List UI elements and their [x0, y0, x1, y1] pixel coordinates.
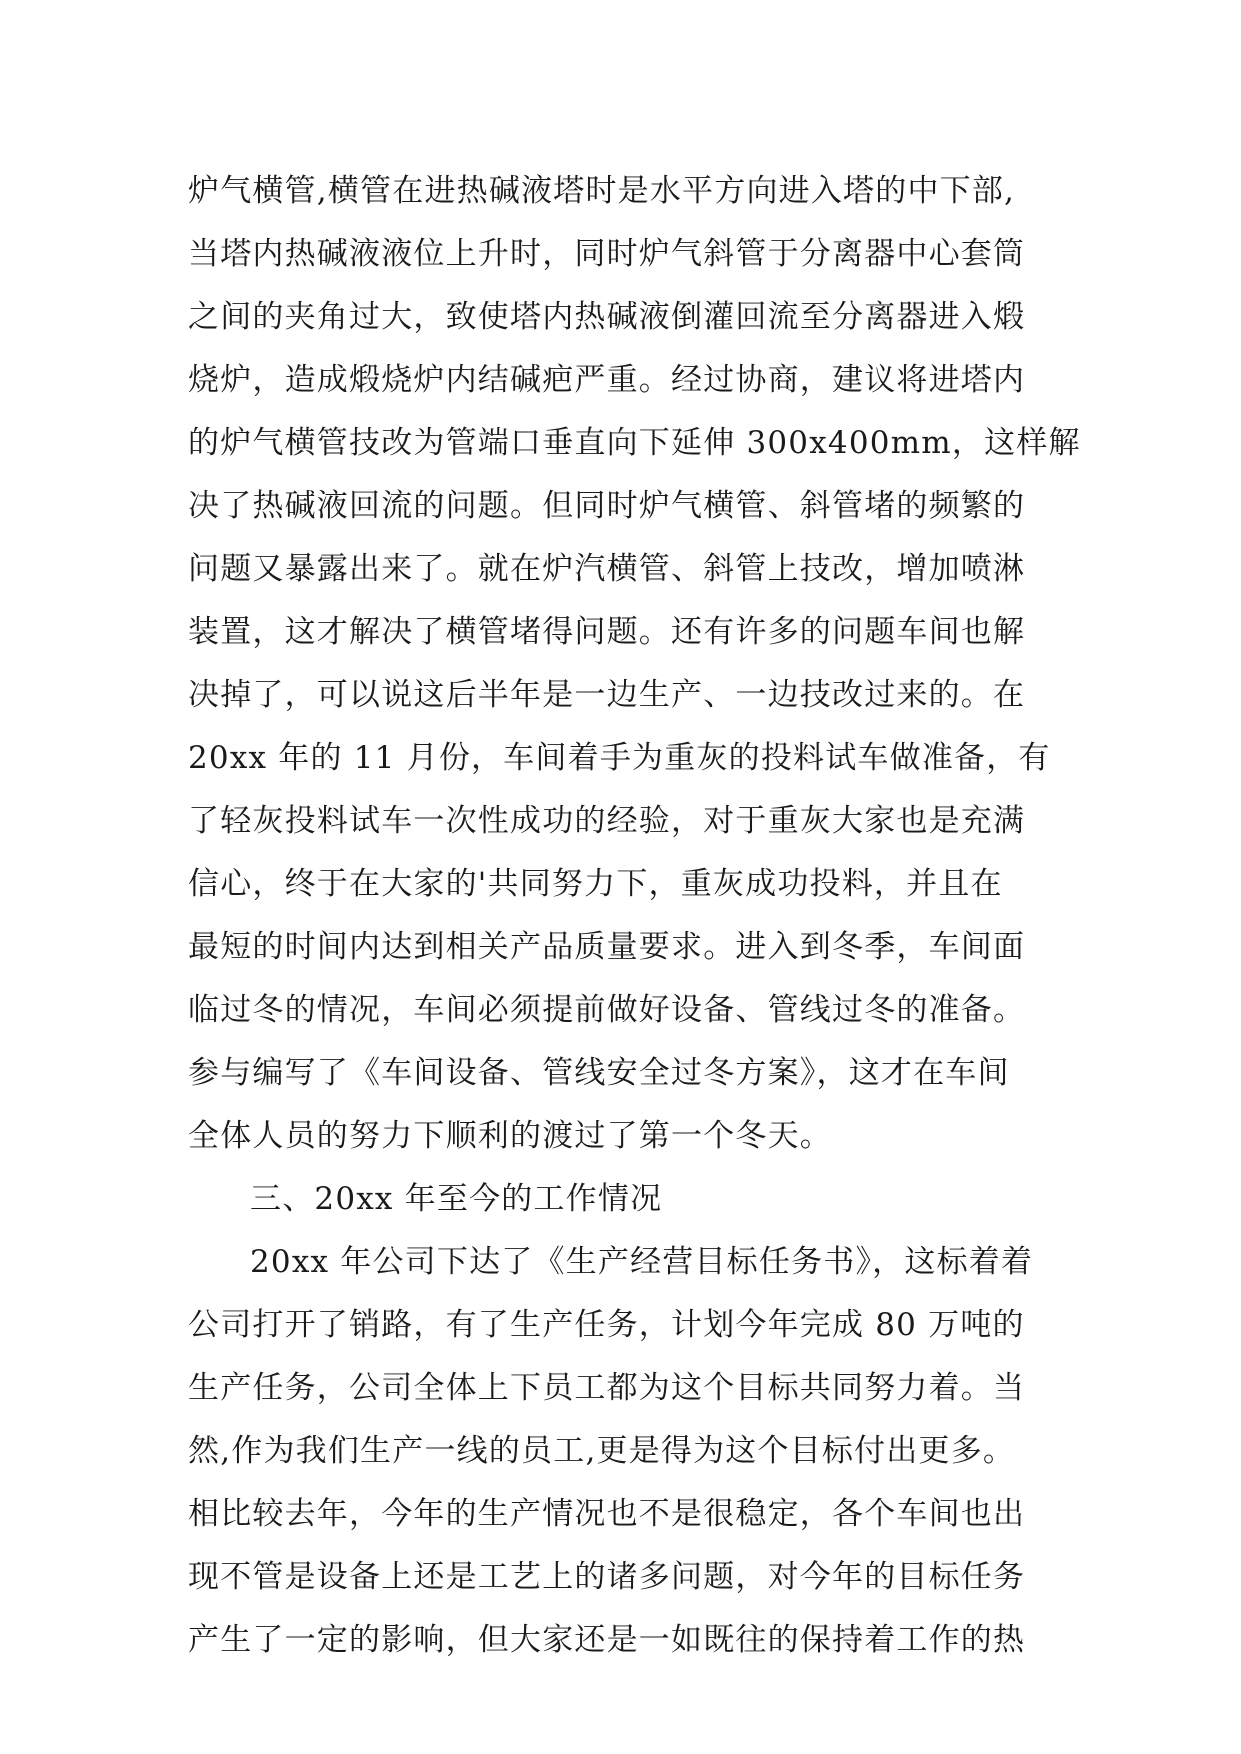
paragraph-line: 生产任务，公司全体上下员工都为这个目标共同努力着。当	[188, 1370, 1026, 1406]
paragraph-line: 了轻灰投料试车一次性成功的经验，对于重灰大家也是充满	[188, 803, 1026, 839]
paragraph-line: 现不管是设备上还是工艺上的诸多问题，对今年的目标任务	[188, 1559, 1026, 1595]
paragraph-line: 之间的夹角过大，致使塔内热碱液倒灌回流至分离器进入煅	[188, 299, 1026, 335]
paragraph-line: 问题又暴露出来了。就在炉汽横管、斜管上技改，增加喷淋	[188, 551, 1026, 587]
paragraph-line: 决了热碱液回流的问题。但同时炉气横管、斜管堵的频繁的	[188, 488, 1026, 524]
paragraph-line: 产生了一定的影响，但大家还是一如既往的保持着工作的热	[188, 1622, 1026, 1658]
paragraph-line: 公司打开了销路，有了生产任务，计划今年完成 80 万吨的	[188, 1307, 1025, 1343]
paragraph-line: 相比较去年，今年的生产情况也不是很稳定，各个车间也出	[188, 1496, 1026, 1532]
paragraph-line: 决掉了，可以说这后半年是一边生产、一边技改过来的。在	[188, 677, 1026, 713]
paragraph-line: 临过冬的情况，车间必须提前做好设备、管线过冬的准备。	[188, 992, 1026, 1028]
paragraph-line: 20xx 年公司下达了《生产经营目标任务书》，这标着着	[250, 1244, 1034, 1280]
paragraph-line: 信心，终于在大家的'共同努力下，重灰成功投料，并且在	[188, 866, 1003, 902]
section-heading: 三、20xx 年至今的工作情况	[250, 1181, 663, 1217]
paragraph-line: 全体人员的努力下顺利的渡过了第一个冬天。	[188, 1118, 832, 1154]
paragraph-line: 装置，这才解决了横管堵得问题。还有许多的问题车间也解	[188, 614, 1026, 650]
paragraph-line: 烧炉，造成煅烧炉内结碱疤严重。经过协商，建议将进塔内	[188, 362, 1026, 398]
paragraph-line: 当塔内热碱液液位上升时，同时炉气斜管于分离器中心套筒	[188, 236, 1026, 272]
document-body	[188, 160, 1088, 1672]
paragraph-line: 20xx 年的 11 月份，车间着手为重灰的投料试车做准备，有	[188, 740, 1051, 776]
paragraph-line: 然,作为我们生产一线的员工,更是得为这个目标付出更多。	[188, 1433, 1016, 1469]
paragraph-line: 最短的时间内达到相关产品质量要求。进入到冬季，车间面	[188, 929, 1026, 965]
paragraph-line: 参与编写了《车间设备、管线安全过冬方案》，这才在车间	[188, 1055, 1010, 1091]
paragraph-line: 炉气横管,横管在进热碱液塔时是水平方向进入塔的中下部,	[188, 173, 1016, 209]
paragraph-line: 的炉气横管技改为管端口垂直向下延伸 300x400mm，这样解	[188, 425, 1081, 461]
